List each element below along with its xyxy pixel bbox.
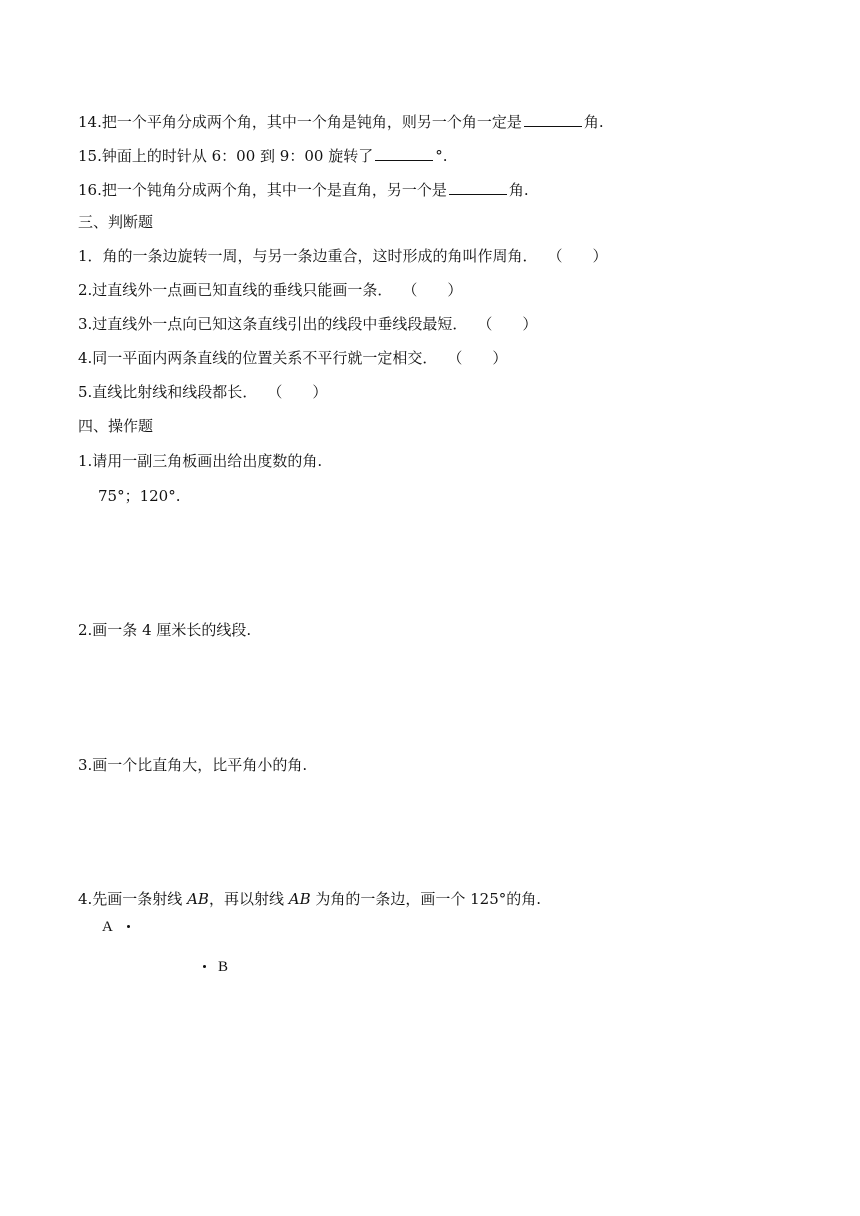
judgement-item-text: 5.直线比射线和线段都长． [78,383,258,401]
judgement-item-text: 4.同一平面内两条直线的位置关系不平行就一定相交． [78,349,438,367]
section-title-judgement: 三、判断题 [78,213,154,231]
answer-blank[interactable] [375,146,433,161]
question-14-suffix: 角. [583,113,604,131]
operation-question-2: 2.画一条 4 厘米长的线段. [78,621,252,639]
operation-question-1-angles: 75°；120°. [98,487,181,505]
question-15-text: 15.钟面上的时针从 6：00 到 9：00 旋转了 [78,147,374,165]
judgement-item-4 [78,348,507,368]
ray-name: AB [187,890,209,908]
answer-parentheses[interactable]: （ ） [447,349,508,367]
operation-question-3: 3.画一个比直角大，比平角小的角. [78,756,308,774]
points-figure [96,910,236,974]
section-title-operation: 四、操作题 [78,417,154,435]
answer-blank[interactable] [449,180,507,195]
question-14-text: 14.把一个平角分成两个角，其中一个角是钝角，则另一个角一定是 [78,113,522,131]
question-4-text: 为角的一条边，画一个 125°的角. [310,890,542,908]
judgement-item-3 [78,314,537,334]
judgement-item-text: 1．角的一条边旋转一周，与另一条边重合，这时形成的角叫作周角． [78,247,538,265]
question-15-suffix: °. [435,147,448,165]
operation-question-4 [78,889,541,909]
answer-parentheses[interactable]: （ ） [402,281,463,299]
answer-blank[interactable] [524,112,582,127]
question-4-text: ，再以射线 [208,890,289,908]
operation-question-1: 1.请用一副三角板画出给出度数的角. [78,452,323,470]
point-b-label: B [218,959,229,975]
judgement-item-text: 3.过直线外一点向已知这条直线引出的线段中垂线段最短． [78,315,468,333]
point-a-label: A [102,919,113,935]
answer-parentheses[interactable]: （ ） [477,315,538,333]
question-16 [78,180,529,200]
judgement-item-text: 2.过直线外一点画已知直线的垂线只能画一条． [78,281,393,299]
judgement-item-1 [78,246,608,266]
judgement-item-2 [78,280,462,300]
point-b-dot [203,965,206,968]
ray-name: AB [288,890,311,908]
question-14 [78,112,604,132]
answer-parentheses[interactable]: （ ） [547,247,608,265]
question-16-suffix: 角. [508,181,529,199]
point-a-dot [127,925,130,928]
answer-parentheses[interactable]: （ ） [267,383,328,401]
question-16-text: 16.把一个钝角分成两个角，其中一个是直角，另一个是 [78,181,447,199]
question-15 [78,146,447,166]
judgement-item-5 [78,382,327,402]
question-4-text: 4.先画一条射线 [78,890,188,908]
